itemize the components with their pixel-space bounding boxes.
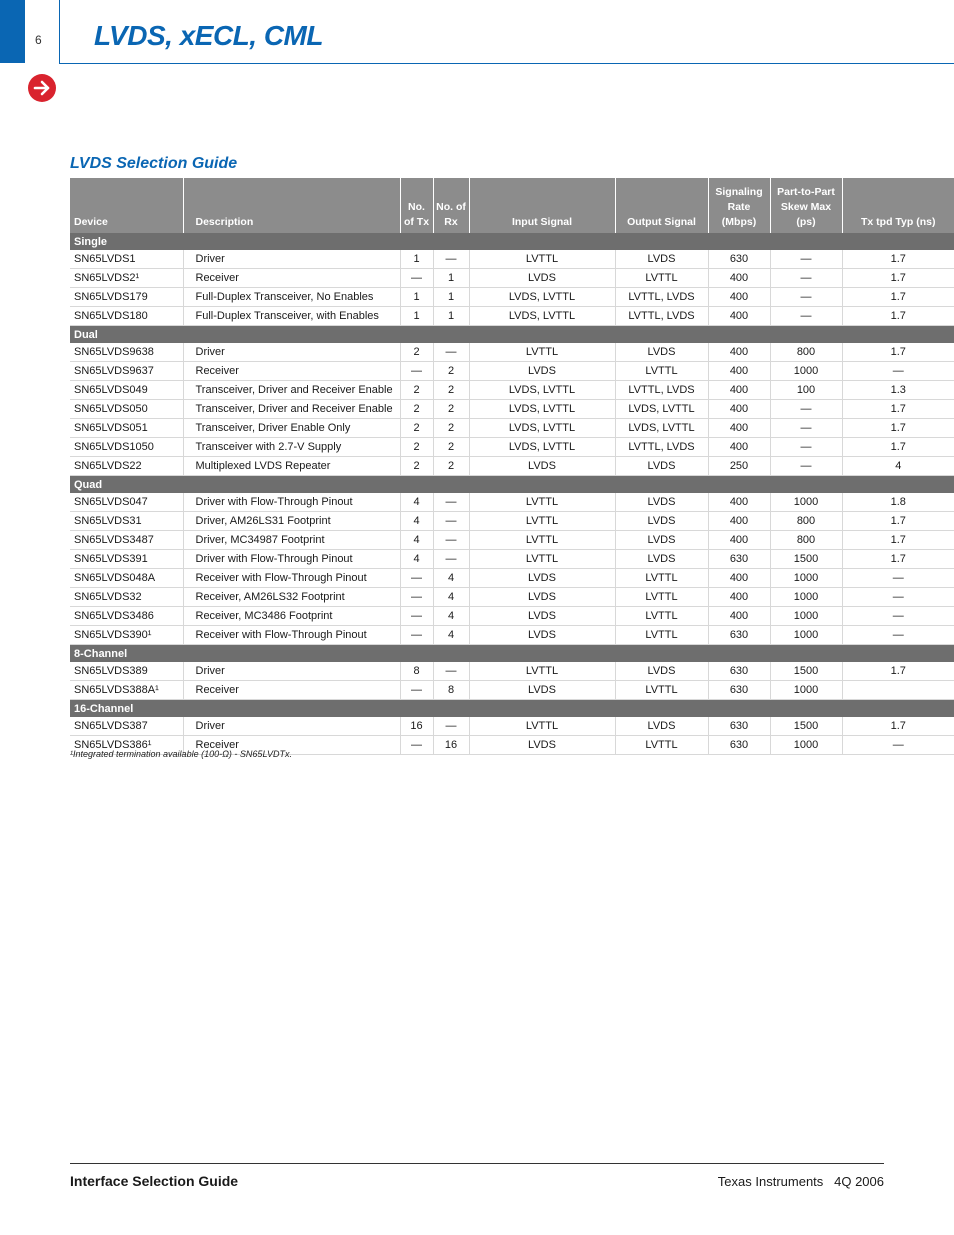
footer-guide-title: Interface Selection Guide <box>70 1173 239 1189</box>
cell-signaling-rate: 630 <box>708 662 770 681</box>
cell-output-signal: LVTTL <box>615 569 708 588</box>
footer-publisher-date: Texas Instruments 4Q 2006 <box>717 1174 884 1189</box>
cell-output-signal: LVTTL <box>615 626 708 645</box>
cell-tx-count: 2 <box>400 343 433 362</box>
cell-device: SN65LVDS3486 <box>70 607 183 626</box>
table-row <box>70 607 954 626</box>
page-number: 6 <box>35 33 42 47</box>
cell-skew-max: — <box>770 457 842 476</box>
cell-skew-max: — <box>770 288 842 307</box>
header-skew: Part-to-Part Skew Max (ps) <box>770 178 842 233</box>
cell-input-signal: LVTTL <box>469 250 615 269</box>
footnote: ¹Integrated termination available (100-Ω) - SN65LVDTx. <box>70 749 292 759</box>
cell-rx-count: — <box>433 493 469 512</box>
table-row <box>70 512 954 531</box>
cell-tx-tpd: 1.7 <box>842 550 954 569</box>
cell-tx-count: 1 <box>400 250 433 269</box>
cell-signaling-rate: 400 <box>708 493 770 512</box>
cell-input-signal: LVTTL <box>469 493 615 512</box>
cell-skew-max: 800 <box>770 531 842 550</box>
cell-output-signal: LVDS <box>615 531 708 550</box>
group-label: Dual <box>70 326 954 344</box>
cell-input-signal: LVTTL <box>469 512 615 531</box>
group-label: Single <box>70 233 954 250</box>
cell-signaling-rate: 630 <box>708 717 770 736</box>
cell-rx-count: — <box>433 512 469 531</box>
cell-tx-tpd: 1.7 <box>842 512 954 531</box>
cell-tx-count: 8 <box>400 662 433 681</box>
header-input: Input Signal <box>469 178 615 233</box>
cell-tx-tpd: 1.7 <box>842 343 954 362</box>
cell-skew-max: — <box>770 400 842 419</box>
cell-tx-tpd: 1.7 <box>842 438 954 457</box>
cell-output-signal: LVTTL <box>615 681 708 700</box>
cell-device: SN65LVDS1050 <box>70 438 183 457</box>
cell-output-signal: LVTTL <box>615 269 708 288</box>
cell-description: Receiver with Flow-Through Pinout <box>183 626 400 645</box>
cell-input-signal: LVTTL <box>469 717 615 736</box>
table-row <box>70 250 954 269</box>
table-row <box>70 550 954 569</box>
table-row <box>70 307 954 326</box>
cell-skew-max: 1000 <box>770 588 842 607</box>
cell-output-signal: LVTTL <box>615 607 708 626</box>
cell-device: SN65LVDS2¹ <box>70 269 183 288</box>
table-header-row <box>70 178 954 233</box>
arrow-right-icon[interactable] <box>28 74 56 102</box>
group-label: 16-Channel <box>70 700 954 718</box>
cell-input-signal: LVDS <box>469 607 615 626</box>
cell-rx-count: 2 <box>433 362 469 381</box>
cell-skew-max: 1000 <box>770 736 842 755</box>
group-row <box>70 700 954 718</box>
cell-output-signal: LVDS <box>615 512 708 531</box>
cell-tx-tpd: 1.8 <box>842 493 954 512</box>
cell-tx-count: 16 <box>400 717 433 736</box>
cell-output-signal: LVDS <box>615 343 708 362</box>
cell-input-signal: LVDS <box>469 681 615 700</box>
cell-description: Driver <box>183 343 400 362</box>
cell-tx-tpd: — <box>842 362 954 381</box>
table-row <box>70 457 954 476</box>
cell-skew-max: 1000 <box>770 569 842 588</box>
cell-input-signal: LVTTL <box>469 662 615 681</box>
cell-device: SN65LVDS9637 <box>70 362 183 381</box>
table-row <box>70 681 954 700</box>
cell-description: Receiver with Flow-Through Pinout <box>183 569 400 588</box>
cell-signaling-rate: 630 <box>708 250 770 269</box>
cell-skew-max: — <box>770 269 842 288</box>
cell-rx-count: 4 <box>433 607 469 626</box>
cell-rx-count: 1 <box>433 288 469 307</box>
cell-description: Receiver, MC3486 Footprint <box>183 607 400 626</box>
cell-rx-count: — <box>433 531 469 550</box>
cell-signaling-rate: 400 <box>708 343 770 362</box>
cell-skew-max: 1500 <box>770 662 842 681</box>
cell-rx-count: 1 <box>433 307 469 326</box>
cell-device: SN65LVDS179 <box>70 288 183 307</box>
cell-device: SN65LVDS389 <box>70 662 183 681</box>
table-body <box>70 233 954 755</box>
group-label: 8-Channel <box>70 645 954 663</box>
cell-device: SN65LVDS31 <box>70 512 183 531</box>
cell-skew-max: 1000 <box>770 681 842 700</box>
cell-tx-count: 4 <box>400 531 433 550</box>
cell-rx-count: 16 <box>433 736 469 755</box>
cell-description: Driver, MC34987 Footprint <box>183 531 400 550</box>
cell-signaling-rate: 400 <box>708 307 770 326</box>
cell-tx-tpd: 1.7 <box>842 269 954 288</box>
cell-input-signal: LVDS <box>469 626 615 645</box>
cell-tx-tpd: 1.7 <box>842 250 954 269</box>
cell-device: SN65LVDS22 <box>70 457 183 476</box>
cell-device: SN65LVDS386¹ <box>70 736 183 755</box>
header-divider-vertical <box>59 0 60 63</box>
table-row <box>70 569 954 588</box>
cell-input-signal: LVDS, LVTTL <box>469 307 615 326</box>
group-row <box>70 233 954 250</box>
cell-description: Transceiver with 2.7-V Supply <box>183 438 400 457</box>
cell-device: SN65LVDS047 <box>70 493 183 512</box>
cell-output-signal: LVTTL, LVDS <box>615 381 708 400</box>
cell-tx-tpd: 1.7 <box>842 288 954 307</box>
table-row <box>70 717 954 736</box>
cell-skew-max: 800 <box>770 343 842 362</box>
cell-device: SN65LVDS391 <box>70 550 183 569</box>
cell-tx-count: 2 <box>400 381 433 400</box>
cell-device: SN65LVDS048A <box>70 569 183 588</box>
cell-tx-count: 4 <box>400 512 433 531</box>
cell-rx-count: — <box>433 250 469 269</box>
cell-signaling-rate: 630 <box>708 736 770 755</box>
cell-device: SN65LVDS3487 <box>70 531 183 550</box>
cell-input-signal: LVDS <box>469 588 615 607</box>
cell-input-signal: LVTTL <box>469 550 615 569</box>
cell-input-signal: LVDS <box>469 736 615 755</box>
cell-signaling-rate: 400 <box>708 381 770 400</box>
cell-tx-count: 2 <box>400 438 433 457</box>
cell-description: Driver <box>183 250 400 269</box>
cell-output-signal: LVDS <box>615 250 708 269</box>
cell-signaling-rate: 630 <box>708 550 770 569</box>
group-row <box>70 476 954 494</box>
cell-rx-count: 4 <box>433 588 469 607</box>
cell-input-signal: LVDS <box>469 269 615 288</box>
group-label: Quad <box>70 476 954 494</box>
cell-output-signal: LVTTL <box>615 362 708 381</box>
cell-signaling-rate: 400 <box>708 400 770 419</box>
header-device: Device <box>70 178 183 233</box>
cell-tx-count: 1 <box>400 307 433 326</box>
cell-device: SN65LVDS051 <box>70 419 183 438</box>
cell-skew-max: — <box>770 250 842 269</box>
table-row <box>70 493 954 512</box>
cell-description: Full-Duplex Transceiver, with Enables <box>183 307 400 326</box>
cell-output-signal: LVTTL <box>615 588 708 607</box>
cell-signaling-rate: 400 <box>708 419 770 438</box>
lvds-selection-table <box>70 178 954 755</box>
cell-description: Driver <box>183 717 400 736</box>
cell-rx-count: 2 <box>433 457 469 476</box>
cell-rx-count: 4 <box>433 569 469 588</box>
cell-output-signal: LVTTL, LVDS <box>615 438 708 457</box>
cell-rx-count: 1 <box>433 269 469 288</box>
cell-description: Receiver <box>183 269 400 288</box>
cell-tx-count: — <box>400 269 433 288</box>
cell-description: Receiver, AM26LS32 Footprint <box>183 588 400 607</box>
cell-tx-count: 2 <box>400 457 433 476</box>
table-row <box>70 531 954 550</box>
cell-output-signal: LVTTL, LVDS <box>615 307 708 326</box>
header-tpd: Tx tpd Typ (ns) <box>842 178 954 233</box>
header-output: Output Signal <box>615 178 708 233</box>
cell-tx-count: — <box>400 681 433 700</box>
cell-signaling-rate: 250 <box>708 457 770 476</box>
cell-tx-count: — <box>400 588 433 607</box>
cell-output-signal: LVDS, LVTTL <box>615 400 708 419</box>
cell-description: Multiplexed LVDS Repeater <box>183 457 400 476</box>
cell-tx-tpd: — <box>842 569 954 588</box>
cell-tx-count: — <box>400 607 433 626</box>
cell-signaling-rate: 400 <box>708 362 770 381</box>
cell-tx-count: — <box>400 362 433 381</box>
page-title: LVDS, xECL, CML <box>94 20 323 51</box>
cell-skew-max: 1000 <box>770 493 842 512</box>
table-row <box>70 400 954 419</box>
cell-device: SN65LVDS1 <box>70 250 183 269</box>
cell-tx-count: — <box>400 569 433 588</box>
cell-output-signal: LVDS <box>615 457 708 476</box>
cell-tx-tpd: 1.7 <box>842 662 954 681</box>
cell-tx-tpd: 1.7 <box>842 717 954 736</box>
cell-skew-max: 1500 <box>770 717 842 736</box>
cell-skew-max: — <box>770 307 842 326</box>
cell-input-signal: LVDS, LVTTL <box>469 419 615 438</box>
cell-tx-tpd: 1.7 <box>842 400 954 419</box>
cell-tx-count: 4 <box>400 493 433 512</box>
cell-input-signal: LVTTL <box>469 343 615 362</box>
table-row <box>70 362 954 381</box>
table-row <box>70 438 954 457</box>
cell-rx-count: 2 <box>433 438 469 457</box>
cell-tx-count: — <box>400 626 433 645</box>
cell-output-signal: LVTTL <box>615 736 708 755</box>
cell-input-signal: LVTTL <box>469 531 615 550</box>
cell-description: Receiver <box>183 736 400 755</box>
cell-input-signal: LVDS, LVTTL <box>469 438 615 457</box>
cell-output-signal: LVTTL, LVDS <box>615 288 708 307</box>
cell-tx-tpd: — <box>842 736 954 755</box>
cell-device: SN65LVDS050 <box>70 400 183 419</box>
cell-output-signal: LVDS <box>615 717 708 736</box>
header-rx: No. of Rx <box>433 178 469 233</box>
table-row <box>70 588 954 607</box>
cell-tx-tpd: 1.3 <box>842 381 954 400</box>
cell-signaling-rate: 400 <box>708 288 770 307</box>
cell-tx-tpd <box>842 681 954 700</box>
cell-description: Transceiver, Driver Enable Only <box>183 419 400 438</box>
table-row <box>70 343 954 362</box>
cell-rx-count: 8 <box>433 681 469 700</box>
cell-rx-count: 4 <box>433 626 469 645</box>
cell-skew-max: 100 <box>770 381 842 400</box>
cell-rx-count: — <box>433 343 469 362</box>
cell-input-signal: LVDS <box>469 569 615 588</box>
cell-signaling-rate: 400 <box>708 438 770 457</box>
cell-input-signal: LVDS, LVTTL <box>469 381 615 400</box>
cell-device: SN65LVDS390¹ <box>70 626 183 645</box>
footer-divider <box>70 1163 884 1164</box>
table-row <box>70 419 954 438</box>
cell-rx-count: 2 <box>433 419 469 438</box>
cell-device: SN65LVDS9638 <box>70 343 183 362</box>
page-tab <box>0 0 25 63</box>
cell-signaling-rate: 630 <box>708 626 770 645</box>
cell-device: SN65LVDS387 <box>70 717 183 736</box>
cell-output-signal: LVDS <box>615 493 708 512</box>
cell-input-signal: LVDS, LVTTL <box>469 288 615 307</box>
cell-signaling-rate: 630 <box>708 681 770 700</box>
cell-output-signal: LVDS <box>615 550 708 569</box>
cell-device: SN65LVDS180 <box>70 307 183 326</box>
cell-skew-max: 800 <box>770 512 842 531</box>
cell-signaling-rate: 400 <box>708 531 770 550</box>
cell-description: Receiver <box>183 362 400 381</box>
cell-description: Full-Duplex Transceiver, No Enables <box>183 288 400 307</box>
cell-rx-count: — <box>433 662 469 681</box>
cell-signaling-rate: 400 <box>708 269 770 288</box>
group-row <box>70 645 954 663</box>
cell-tx-count: 4 <box>400 550 433 569</box>
cell-input-signal: LVDS <box>469 362 615 381</box>
cell-device: SN65LVDS049 <box>70 381 183 400</box>
cell-input-signal: LVDS, LVTTL <box>469 400 615 419</box>
table-row <box>70 381 954 400</box>
cell-description: Receiver <box>183 681 400 700</box>
cell-signaling-rate: 400 <box>708 588 770 607</box>
cell-tx-tpd: — <box>842 626 954 645</box>
header-tx: No. of Tx <box>400 178 433 233</box>
cell-device: SN65LVDS32 <box>70 588 183 607</box>
cell-description: Driver with Flow-Through Pinout <box>183 550 400 569</box>
table-row <box>70 626 954 645</box>
cell-tx-tpd: — <box>842 607 954 626</box>
cell-tx-tpd: 4 <box>842 457 954 476</box>
cell-tx-count: 2 <box>400 419 433 438</box>
cell-output-signal: LVDS <box>615 662 708 681</box>
cell-signaling-rate: 400 <box>708 512 770 531</box>
cell-input-signal: LVDS <box>469 457 615 476</box>
cell-skew-max: 1500 <box>770 550 842 569</box>
cell-tx-count: 2 <box>400 400 433 419</box>
cell-rx-count: 2 <box>433 381 469 400</box>
cell-description: Transceiver, Driver and Receiver Enable <box>183 400 400 419</box>
cell-tx-tpd: 1.7 <box>842 531 954 550</box>
cell-description: Transceiver, Driver and Receiver Enable <box>183 381 400 400</box>
cell-skew-max: — <box>770 438 842 457</box>
section-title: LVDS Selection Guide <box>70 155 238 172</box>
cell-description: Driver with Flow-Through Pinout <box>183 493 400 512</box>
cell-tx-tpd: 1.7 <box>842 419 954 438</box>
table-row <box>70 269 954 288</box>
cell-tx-tpd: — <box>842 588 954 607</box>
cell-tx-count: 1 <box>400 288 433 307</box>
cell-tx-tpd: 1.7 <box>842 307 954 326</box>
table-row <box>70 288 954 307</box>
cell-description: Driver, AM26LS31 Footprint <box>183 512 400 531</box>
group-row <box>70 326 954 344</box>
cell-description: Driver <box>183 662 400 681</box>
table-row <box>70 662 954 681</box>
cell-signaling-rate: 400 <box>708 569 770 588</box>
cell-signaling-rate: 400 <box>708 607 770 626</box>
cell-device: SN65LVDS388A¹ <box>70 681 183 700</box>
cell-rx-count: 2 <box>433 400 469 419</box>
cell-rx-count: — <box>433 550 469 569</box>
cell-rx-count: — <box>433 717 469 736</box>
header-description: Description <box>183 178 400 233</box>
cell-output-signal: LVDS, LVTTL <box>615 419 708 438</box>
cell-skew-max: 1000 <box>770 362 842 381</box>
cell-skew-max: 1000 <box>770 626 842 645</box>
header-divider-horizontal <box>59 63 954 64</box>
cell-tx-count: — <box>400 736 433 755</box>
cell-skew-max: 1000 <box>770 607 842 626</box>
cell-skew-max: — <box>770 419 842 438</box>
header-rate: Signaling Rate (Mbps) <box>708 178 770 233</box>
